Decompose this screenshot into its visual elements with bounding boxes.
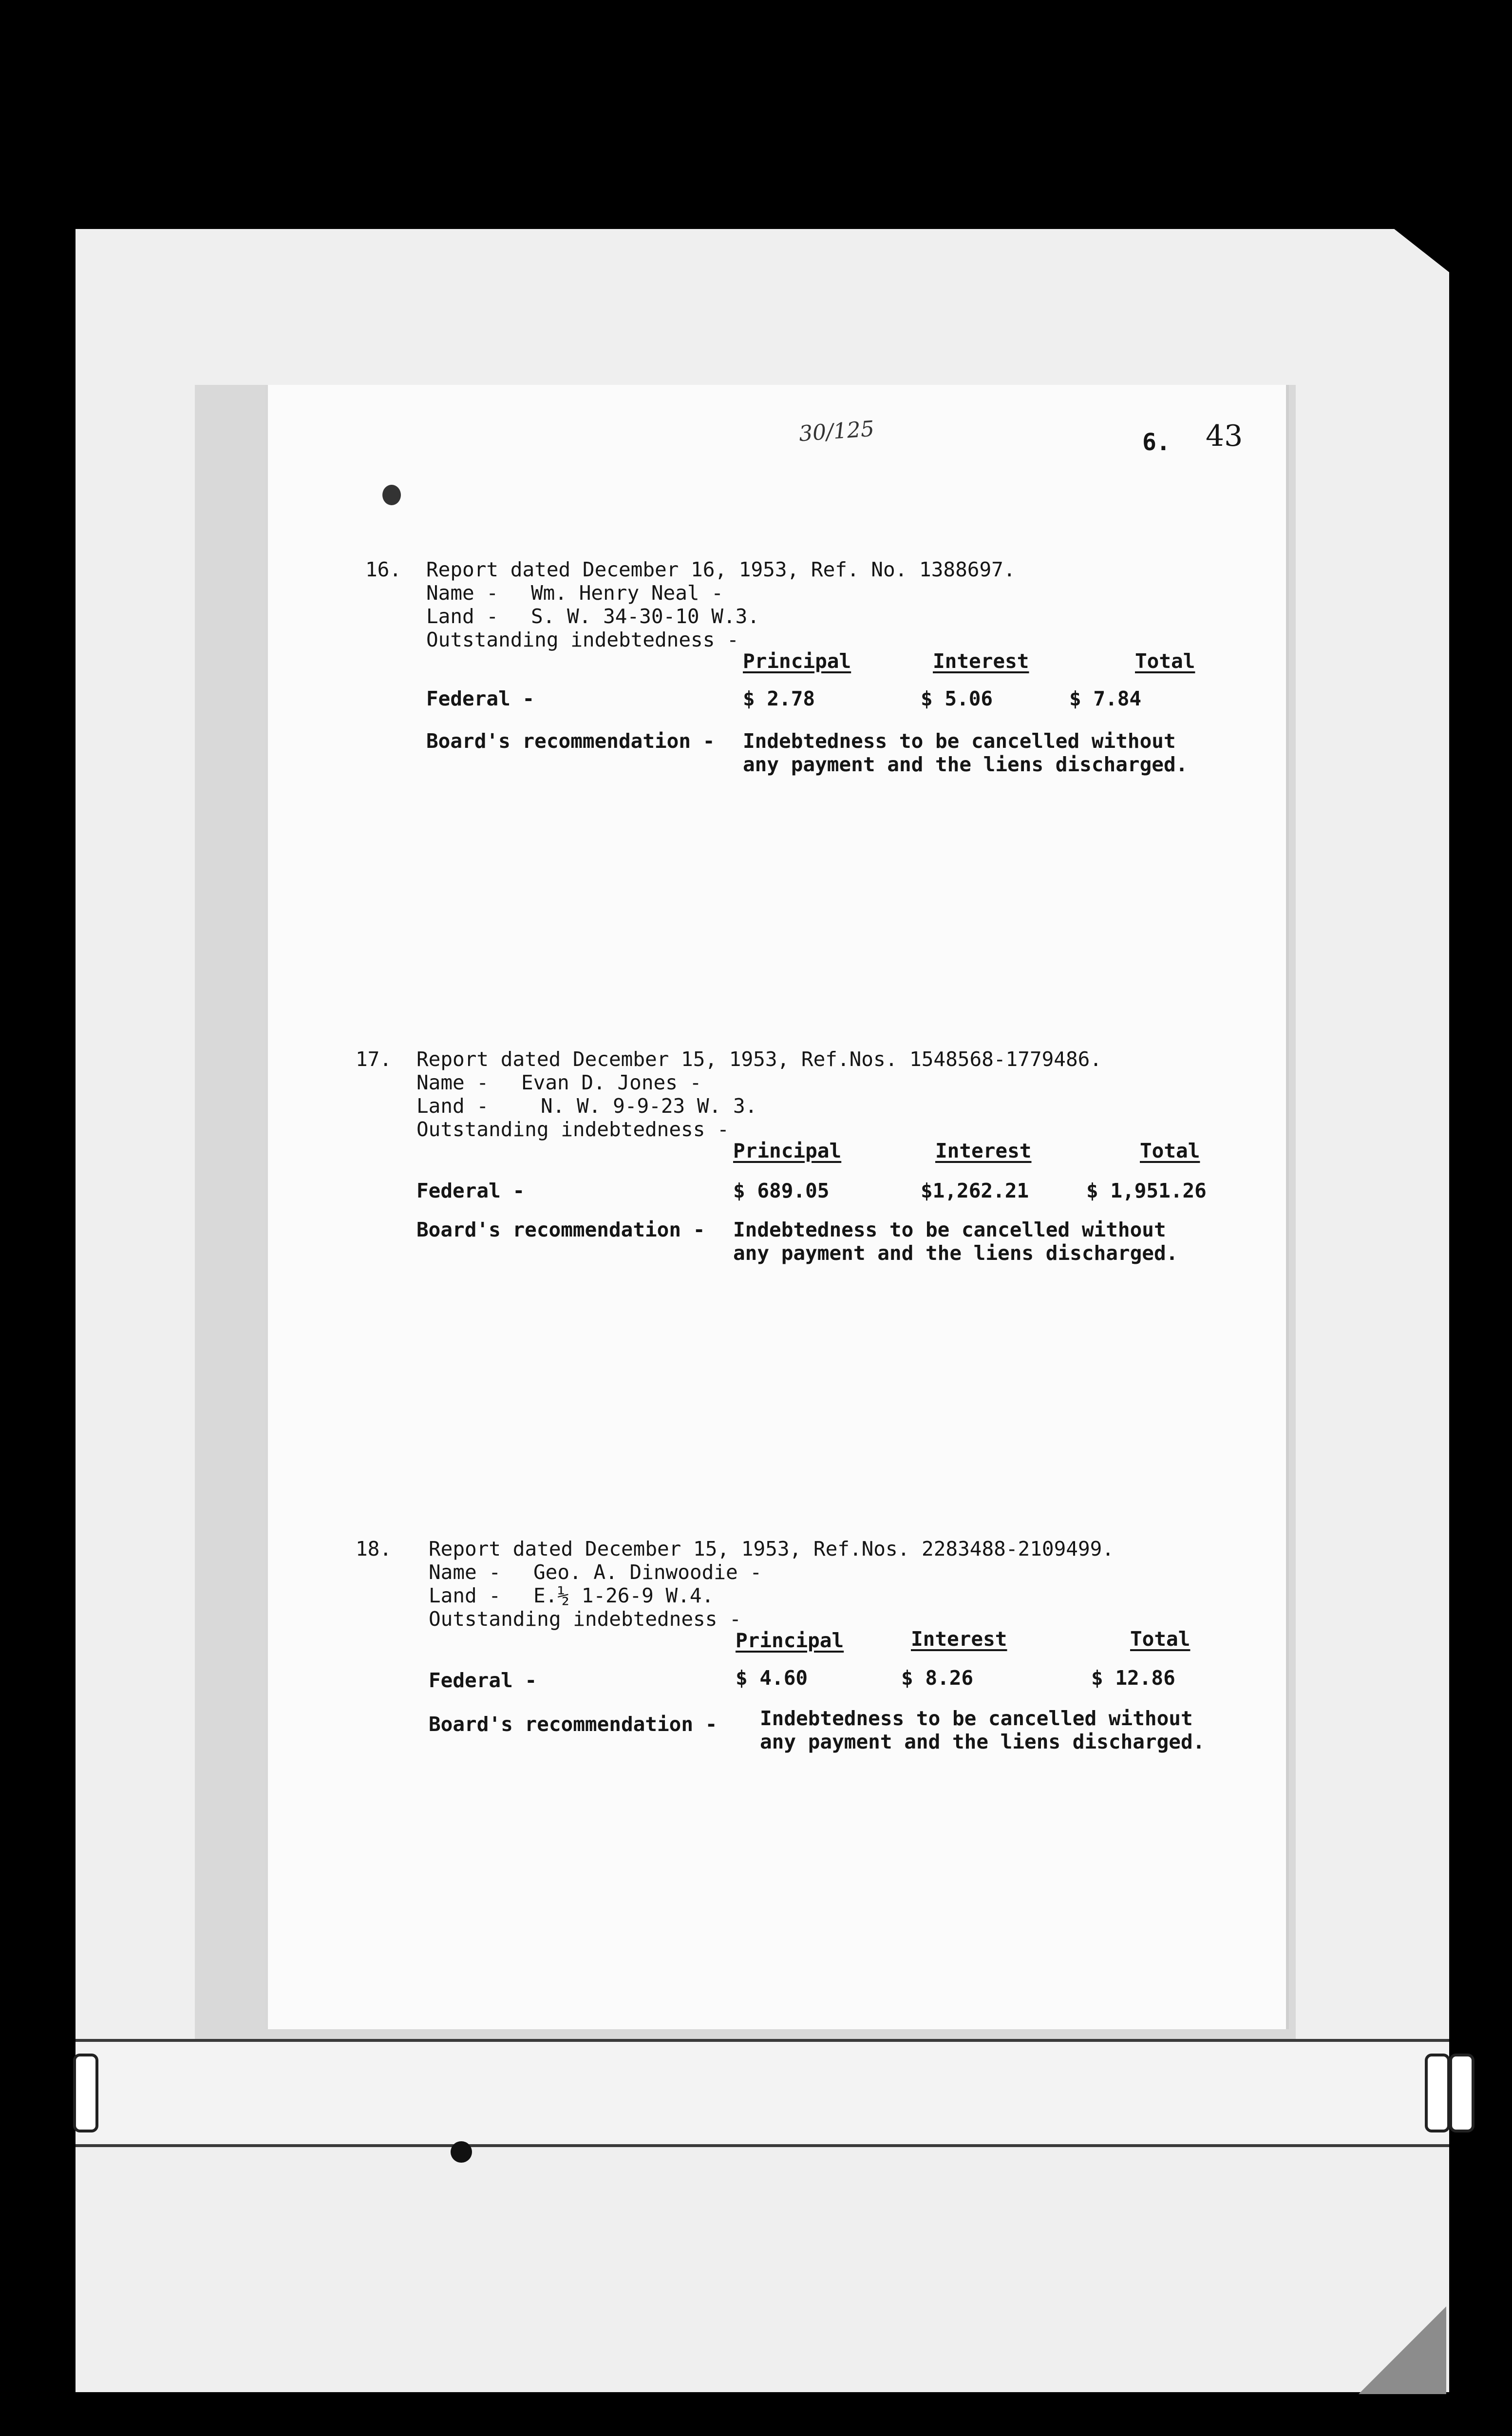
principal-header: Principal [743, 649, 851, 673]
report-entry [356, 1047, 1207, 1468]
total-header: Total [1140, 1139, 1200, 1162]
report-entry [356, 1537, 1205, 1958]
name-label: Name - [429, 1561, 501, 1584]
folio-number: 43 [1206, 419, 1243, 453]
principal-value: $ 689.05 [733, 1179, 830, 1202]
land-value: E.½ 1-26-9 W.4. [533, 1584, 714, 1607]
binder-clip-right-2 [1449, 2054, 1474, 2132]
entry-number: 17. [356, 1047, 392, 1071]
report-entry [365, 558, 1195, 979]
name-label: Name - [416, 1071, 489, 1094]
total-value: $ 12.86 [1091, 1666, 1175, 1690]
total-value: $ 7.84 [1069, 687, 1142, 710]
binder-clip-left [73, 2054, 98, 2132]
interest-header: Interest [933, 649, 1029, 673]
land-value: S. W. 34-30-10 W.3. [531, 605, 759, 628]
recommendation-label: Board's recommendation - [426, 729, 715, 753]
recommendation-text: any payment and the liens discharged. [733, 1241, 1178, 1265]
report-line: Report dated December 16, 1953, Ref. No. 1388697. [426, 558, 1016, 581]
recommendation-label: Board's recommendation - [416, 1218, 705, 1241]
principal-header: Principal [736, 1629, 844, 1652]
land-label: Land - [426, 605, 499, 628]
interest-header: Interest [911, 1627, 1007, 1651]
land-value: N. W. 9-9-23 W. 3. [541, 1094, 757, 1118]
recommendation-label: Board's recommendation - [429, 1713, 718, 1736]
interest-header: Interest [935, 1139, 1032, 1162]
principal-value: $ 2.78 [743, 687, 815, 710]
page-corner-fold [1359, 2306, 1446, 2394]
land-label: Land - [416, 1094, 489, 1118]
land-label: Land - [429, 1584, 501, 1607]
interest-value: $ 5.06 [921, 687, 993, 710]
total-header: Total [1135, 649, 1195, 673]
entry-number: 16. [365, 558, 402, 581]
punch-hole-top [382, 485, 401, 505]
report-line: Report dated December 15, 1953, Ref.Nos. 1548568-1779486. [416, 1047, 1102, 1071]
federal-label: Federal - [426, 687, 535, 710]
recommendation-text: Indebtedness to be cancelled without [760, 1707, 1193, 1730]
federal-label: Federal - [429, 1669, 537, 1692]
recommendation-text: Indebtedness to be cancelled without [733, 1218, 1166, 1241]
total-value: $ 1,951.26 [1086, 1179, 1207, 1202]
entry-number: 18. [356, 1537, 392, 1561]
principal-header: Principal [733, 1139, 842, 1162]
principal-value: $ 4.60 [736, 1666, 808, 1690]
interest-value: $ 8.26 [901, 1666, 974, 1690]
name-value: Evan D. Jones - [521, 1071, 702, 1094]
name-label: Name - [426, 581, 499, 605]
interest-value: $1,262.21 [921, 1179, 1029, 1202]
name-value: Wm. Henry Neal - [531, 581, 723, 605]
report-line: Report dated December 15, 1953, Ref.Nos. 2283488-2109499. [429, 1537, 1114, 1561]
recommendation-text: Indebtedness to be cancelled without [743, 729, 1176, 753]
binding-strip [76, 2039, 1449, 2147]
page-number: 6. [1142, 429, 1171, 456]
recommendation-text: any payment and the liens discharged. [760, 1730, 1205, 1753]
name-value: Geo. A. Dinwoodie - [533, 1561, 762, 1584]
document-page [265, 385, 1289, 2029]
outstanding-label: Outstanding indebtedness - [429, 1607, 741, 1631]
binder-clip-right [1425, 2054, 1450, 2132]
total-header: Total [1130, 1627, 1191, 1651]
handwritten-note: 30/125 [798, 416, 875, 447]
punch-hole-bottom [451, 2141, 472, 2163]
recommendation-text: any payment and the liens discharged. [743, 753, 1188, 776]
outstanding-label: Outstanding indebtedness - [416, 1118, 729, 1141]
federal-label: Federal - [416, 1179, 525, 1202]
outstanding-label: Outstanding indebtedness - [426, 628, 739, 651]
